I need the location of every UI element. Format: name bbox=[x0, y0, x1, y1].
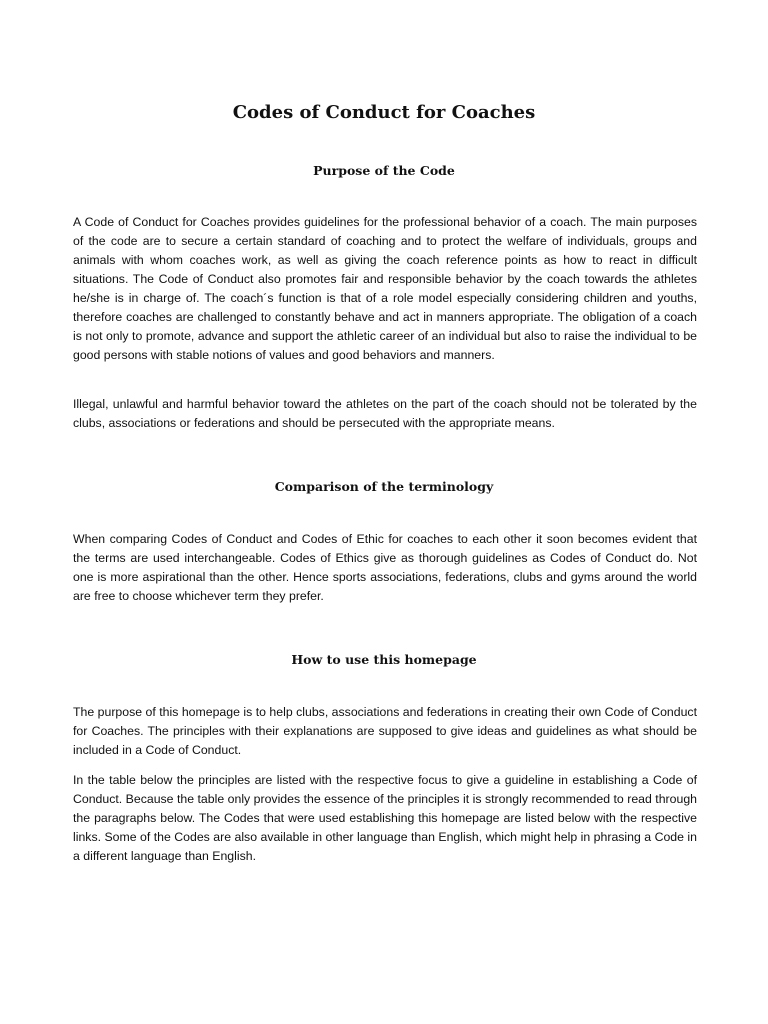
paragraph-howto-1: The purpose of this homepage is to help clubs, associations and federations in creating their own Code of Conduct for Coaches. The principles with their explanations are supposed to give ideas and guidelines as what should be included in a Code of Conduct. bbox=[73, 705, 697, 757]
paragraph-comparison-1: When comparing Codes of Conduct and Codes of Ethic for coaches to each other it soon becomes evident that the terms are used interchangeable. Codes of Ethics give as thorough guidelines as Codes of Conduct do. Not one is more aspirational than the other. Hence sports associations, federations, clubs and gyms around the world are free to choose whichever term they prefer. bbox=[73, 532, 697, 603]
section-heading-comparison: Comparison of the terminology bbox=[274, 479, 494, 494]
paragraph-purpose-2: Illegal, unlawful and harmful behavior toward the athletes on the part of the coach should not be tolerated by the clubs, associations or federations and should be persecuted with the appropriate means. bbox=[73, 397, 697, 430]
paragraph-howto-2: In the table below the principles are listed with the respective focus to give a guideline in establishing a Code of Conduct. Because the table only provides the essence of the principles it is strongly recommended to read through the paragraphs below. The Codes that were used establishing this homepage are listed below with the respective links. Some of the Codes are also available in other language than English, which might help in phrasing a Code in a different language than English. bbox=[73, 773, 697, 863]
section-heading-howto: How to use this homepage bbox=[291, 652, 477, 667]
document-title: Codes of Conduct for Coaches bbox=[232, 102, 536, 123]
section-heading-purpose: Purpose of the Code bbox=[313, 163, 455, 178]
paragraph-purpose-1: A Code of Conduct for Coaches provides guidelines for the professional behavior of a coach. The main purposes of the code are to secure a certain standard of coaching and to protect the welfare of individuals, groups and animals with whom coaches work, as well as giving the coach reference points as how to react in difficult situations. The Code of Conduct also promotes fair and responsible behavior by the coach towards the athletes he/she is in charge of. The coach´s function is that of a role model especially considering children and youths, therefore coaches are challenged to constantly behave and act in manners appropriate. The obligation of a coach is not only to promote, advance and support the athletic career of an individual but also to raise the individual to be good persons with stable notions of values and good behaviors and manners. bbox=[73, 215, 697, 362]
